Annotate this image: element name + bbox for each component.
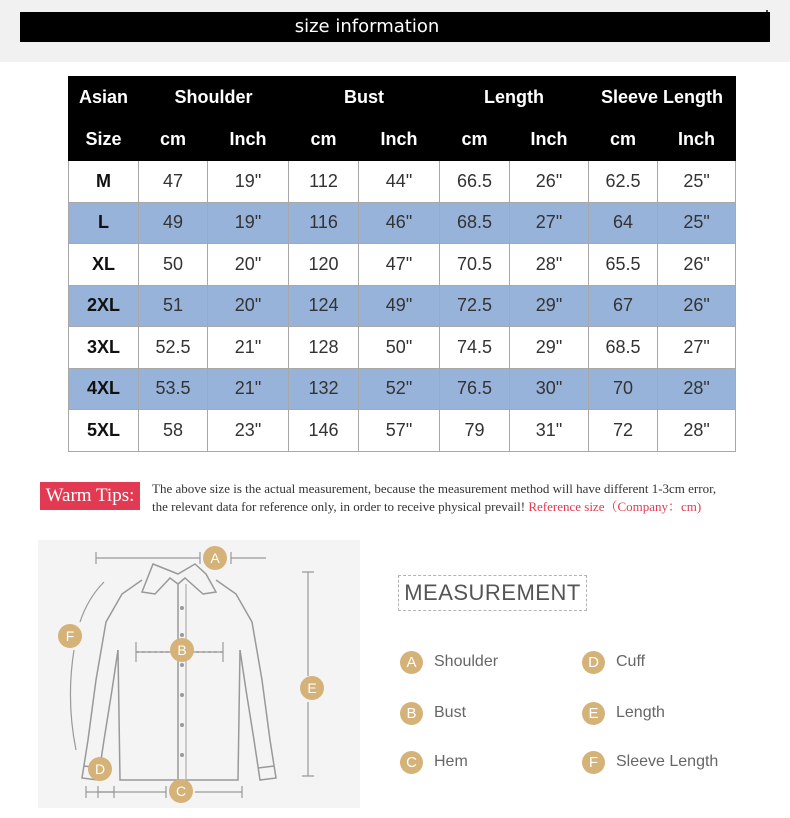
marker-e-icon: E: [582, 702, 605, 725]
table-cell: 23": [208, 410, 289, 452]
table-cell: 132: [289, 368, 359, 410]
legend-item-cuff: [582, 650, 645, 674]
group-header-row: [69, 77, 736, 119]
marker-b-icon: [170, 638, 194, 662]
marker-b-icon: B: [400, 702, 423, 725]
table-cell: 47": [359, 244, 440, 286]
tips-line-1: The above size is the actual measurement, because the measurement method will have different 1-3cm error,: [152, 481, 717, 496]
table-cell: 57": [359, 410, 440, 452]
marker-c-icon: [169, 779, 193, 803]
table-cell: 68.5: [440, 202, 510, 244]
table-cell: 53.5: [139, 368, 208, 410]
table-row: [69, 202, 736, 244]
table-row: [69, 244, 736, 286]
warm-tips-text: [152, 480, 772, 516]
legend-item-bust: [400, 701, 466, 725]
table-cell: 25": [658, 161, 736, 203]
tips-line-2: [152, 498, 772, 516]
table-cell: 31": [510, 410, 589, 452]
table-cell: 26": [658, 285, 736, 327]
table-cell: 58: [139, 410, 208, 452]
size-cell: L: [69, 202, 139, 244]
header-title: size information: [294, 16, 440, 37]
table-cell: 120: [289, 244, 359, 286]
marker-a-icon: A: [400, 651, 423, 674]
table-cell: 29": [510, 285, 589, 327]
reference-size-note: Reference size（Company：cm): [528, 499, 702, 514]
header-asian: Asian: [69, 77, 139, 119]
header-unit: cm: [139, 119, 208, 161]
table-cell: 70: [589, 368, 658, 410]
table-cell: 146: [289, 410, 359, 452]
table-cell: 128: [289, 327, 359, 369]
marker-a-icon: [203, 546, 227, 570]
table-cell: 27": [658, 327, 736, 369]
tips-line-2-text: the relevant data for reference only, in order to receive physical prevail!: [152, 499, 526, 514]
warm-tips-badge: Warm Tips:: [40, 482, 140, 510]
legend-label: Sleeve Length: [616, 753, 719, 770]
header-length: Length: [440, 77, 589, 119]
table-cell: 112: [289, 161, 359, 203]
table-cell: 21": [208, 327, 289, 369]
table-cell: 66.5: [440, 161, 510, 203]
marker-f-icon: [58, 624, 82, 648]
table-cell: 28": [658, 368, 736, 410]
table-cell: 20": [208, 285, 289, 327]
marker-c-label: C: [175, 783, 187, 799]
table-cell: 52.5: [139, 327, 208, 369]
marker-c-icon: C: [400, 751, 423, 774]
table-cell: 52": [359, 368, 440, 410]
legend-item-length: [582, 701, 665, 725]
marker-f-label: F: [65, 628, 75, 644]
header-unit: Inch: [359, 119, 440, 161]
legend-item-sleeve-length: [582, 750, 718, 774]
marker-d-label: D: [94, 761, 106, 777]
header-unit: Inch: [510, 119, 589, 161]
legend-label: Bust: [434, 704, 467, 721]
table-cell: 44": [359, 161, 440, 203]
table-cell: 64: [589, 202, 658, 244]
header-unit: cm: [440, 119, 510, 161]
header-bar: [20, 12, 770, 42]
size-cell: 4XL: [69, 368, 139, 410]
marker-f-icon: F: [582, 751, 605, 774]
marker-a-label: A: [210, 550, 220, 566]
table-cell: 79: [440, 410, 510, 452]
shirt-diagram: [38, 540, 360, 808]
size-cell: 3XL: [69, 327, 139, 369]
table-cell: 72: [589, 410, 658, 452]
table-cell: 21": [208, 368, 289, 410]
table-cell: 47: [139, 161, 208, 203]
table-cell: 27": [510, 202, 589, 244]
legend-label: Cuff: [616, 653, 646, 670]
table-cell: 19": [208, 161, 289, 203]
header-unit: cm: [589, 119, 658, 161]
marker-b-label: B: [177, 642, 187, 658]
size-cell: 5XL: [69, 410, 139, 452]
table-row: [69, 285, 736, 327]
table-cell: 67: [589, 285, 658, 327]
measurement-title: MEASUREMENT: [398, 575, 587, 611]
table-row: [69, 161, 736, 203]
table-cell: 28": [510, 244, 589, 286]
size-cell: M: [69, 161, 139, 203]
legend-label: Hem: [434, 753, 468, 770]
legend-label: Shoulder: [434, 653, 499, 670]
size-cell: XL: [69, 244, 139, 286]
table-cell: 26": [510, 161, 589, 203]
table-cell: 49": [359, 285, 440, 327]
marker-d-icon: D: [582, 651, 605, 674]
table-cell: 19": [208, 202, 289, 244]
table-cell: 20": [208, 244, 289, 286]
table-cell: 26": [658, 244, 736, 286]
table-cell: 116: [289, 202, 359, 244]
table-cell: 46": [359, 202, 440, 244]
table-cell: 51: [139, 285, 208, 327]
table-row: [69, 410, 736, 452]
legend-item-shoulder: [400, 650, 498, 674]
table-cell: 124: [289, 285, 359, 327]
unit-header-row: [69, 119, 736, 161]
table-cell: 30": [510, 368, 589, 410]
header-unit: cm: [289, 119, 359, 161]
marker-e-label: E: [307, 680, 317, 696]
size-table: [68, 76, 736, 452]
table-cell: 74.5: [440, 327, 510, 369]
table-cell: 76.5: [440, 368, 510, 410]
legend-item-hem: [400, 750, 468, 774]
header-unit: Inch: [208, 119, 289, 161]
table-cell: 70.5: [440, 244, 510, 286]
table-cell: 72.5: [440, 285, 510, 327]
header-size: Size: [69, 119, 139, 161]
size-cell: 2XL: [69, 285, 139, 327]
table-cell: 65.5: [589, 244, 658, 286]
table-cell: 50": [359, 327, 440, 369]
table-cell: 25": [658, 202, 736, 244]
table-cell: 29": [510, 327, 589, 369]
table-cell: 28": [658, 410, 736, 452]
header-shoulder: Shoulder: [139, 77, 289, 119]
marker-e-icon: [300, 676, 324, 700]
header-unit: Inch: [658, 119, 736, 161]
marker-d-icon: [88, 757, 112, 781]
table-cell: 49: [139, 202, 208, 244]
legend-label: Length: [616, 704, 665, 721]
header-bust: Bust: [289, 77, 440, 119]
table-cell: 68.5: [589, 327, 658, 369]
shirt-outline-icon: [82, 564, 276, 780]
table-row: [69, 327, 736, 369]
table-cell: 50: [139, 244, 208, 286]
header-sleeve-length: Sleeve Length: [589, 77, 736, 119]
table-row: [69, 368, 736, 410]
table-cell: 62.5: [589, 161, 658, 203]
button-dots: [180, 606, 184, 757]
